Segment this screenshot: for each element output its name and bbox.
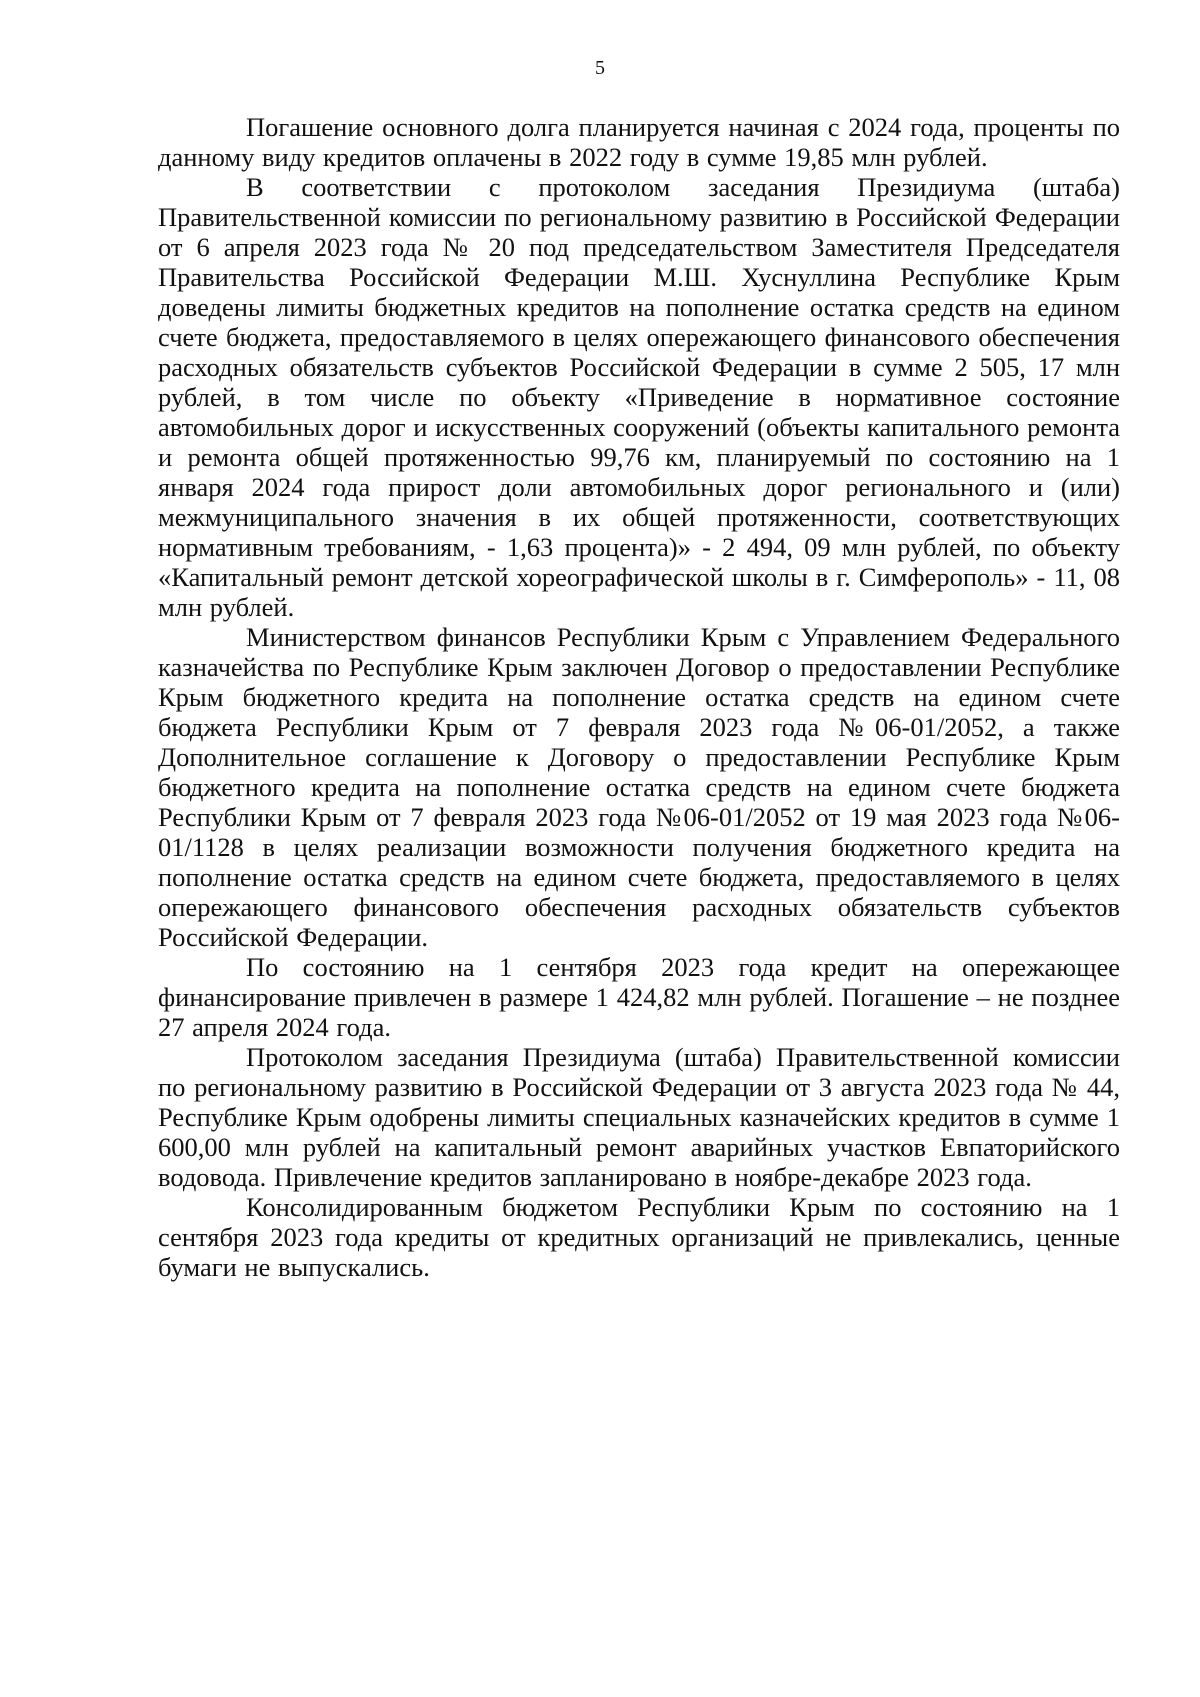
paragraph-treasury-agreement: Министерством финансов Республики Крым с Управлением Федерального казначейства по Республике Крым заключен Договор о предоставлении Республике Крым бюджетного кредита на пополнение остатка средств на едином счете бюджета Республики Крым от 7 февраля 2023 года №06-01/2052, а также Дополнительное соглашение к Договору о предоставлении Республике Крым бюджетного кредита на пополнение остатка средств на едином счете бюджета Республики Крым от 7 февраля 2023 года №06-01/2052 от 19 мая 2023 года №06-01/1128 в целях реализации возможности получения бюджетного кредита на пополнение остатка средств на едином счете бюджета, предоставляемого в целях опережающего финансового обеспечения расходных обязательств субъектов Российской Федерации. bbox=[158, 622, 1120, 952]
paragraph-consolidated-budget: Консолидированным бюджетом Республики Крым по состоянию на 1 сентября 2023 года кредиты от кредитных организаций не привлекались, ценные бумаги не выпускались. bbox=[158, 1192, 1120, 1282]
paragraph-treasury-credits: Протоколом заседания Президиума (штаба) Правительственной комиссии по региональному развитию в Российской Федерации от 3 августа 2023 года № 44, Республике Крым одобрены лимиты специальных казначейских кредитов в сумме 1 600,00 млн рублей на капитальный ремонт аварийных участков Евпаторийского водовода. Привлечение кредитов запланировано в ноябре-декабре 2023 года. bbox=[158, 1042, 1120, 1192]
paragraph-budget-credit-limits: В соответствии с протоколом заседания Президиума (штаба) Правительственной комиссии по региональному развитию в Российской Федерации от 6 апреля 2023 года № 20 под председательством Заместителя Председателя Правительства Российской Федерации М.Ш. Хуснуллина Республике Крым доведены лимиты бюджетных кредитов на пополнение остатка средств на едином счете бюджета, предоставляемого в целях опережающего финансового обеспечения расходных обязательств субъектов Российской Федерации в сумме 2 505, 17 млн рублей, в том числе по объекту «Приведение в нормативное состояние автомобильных дорог и искусственных сооружений (объекты капитального ремонта и ремонта общей протяженностью 99,76 км, планируемый по состоянию на 1 января 2024 года прирост доли автомобильных дорог регионального и (или) межмуниципального значения в их общей протяженности, соответствующих нормативным требованиям, - 1,63 процента)» - 2 494, 09 млн рублей, по объекту «Капитальный ремонт детской хореографической школы в г. Симферополь» - 11, 08 млн рублей. bbox=[158, 172, 1120, 622]
paragraph-debt-repayment: Погашение основного долга планируется начиная с 2024 года, проценты по данному виду кредитов оплачены в 2022 году в сумме 19,85 млн рублей. bbox=[158, 112, 1120, 172]
document-body bbox=[158, 112, 1120, 1282]
paragraph-advance-financing: По состоянию на 1 сентября 2023 года кредит на опережающее финансирование привлечен в размере 1 424,82 млн рублей. Погашение – не позднее 27 апреля 2024 года. bbox=[158, 952, 1120, 1042]
page-number: 5 bbox=[595, 57, 605, 79]
